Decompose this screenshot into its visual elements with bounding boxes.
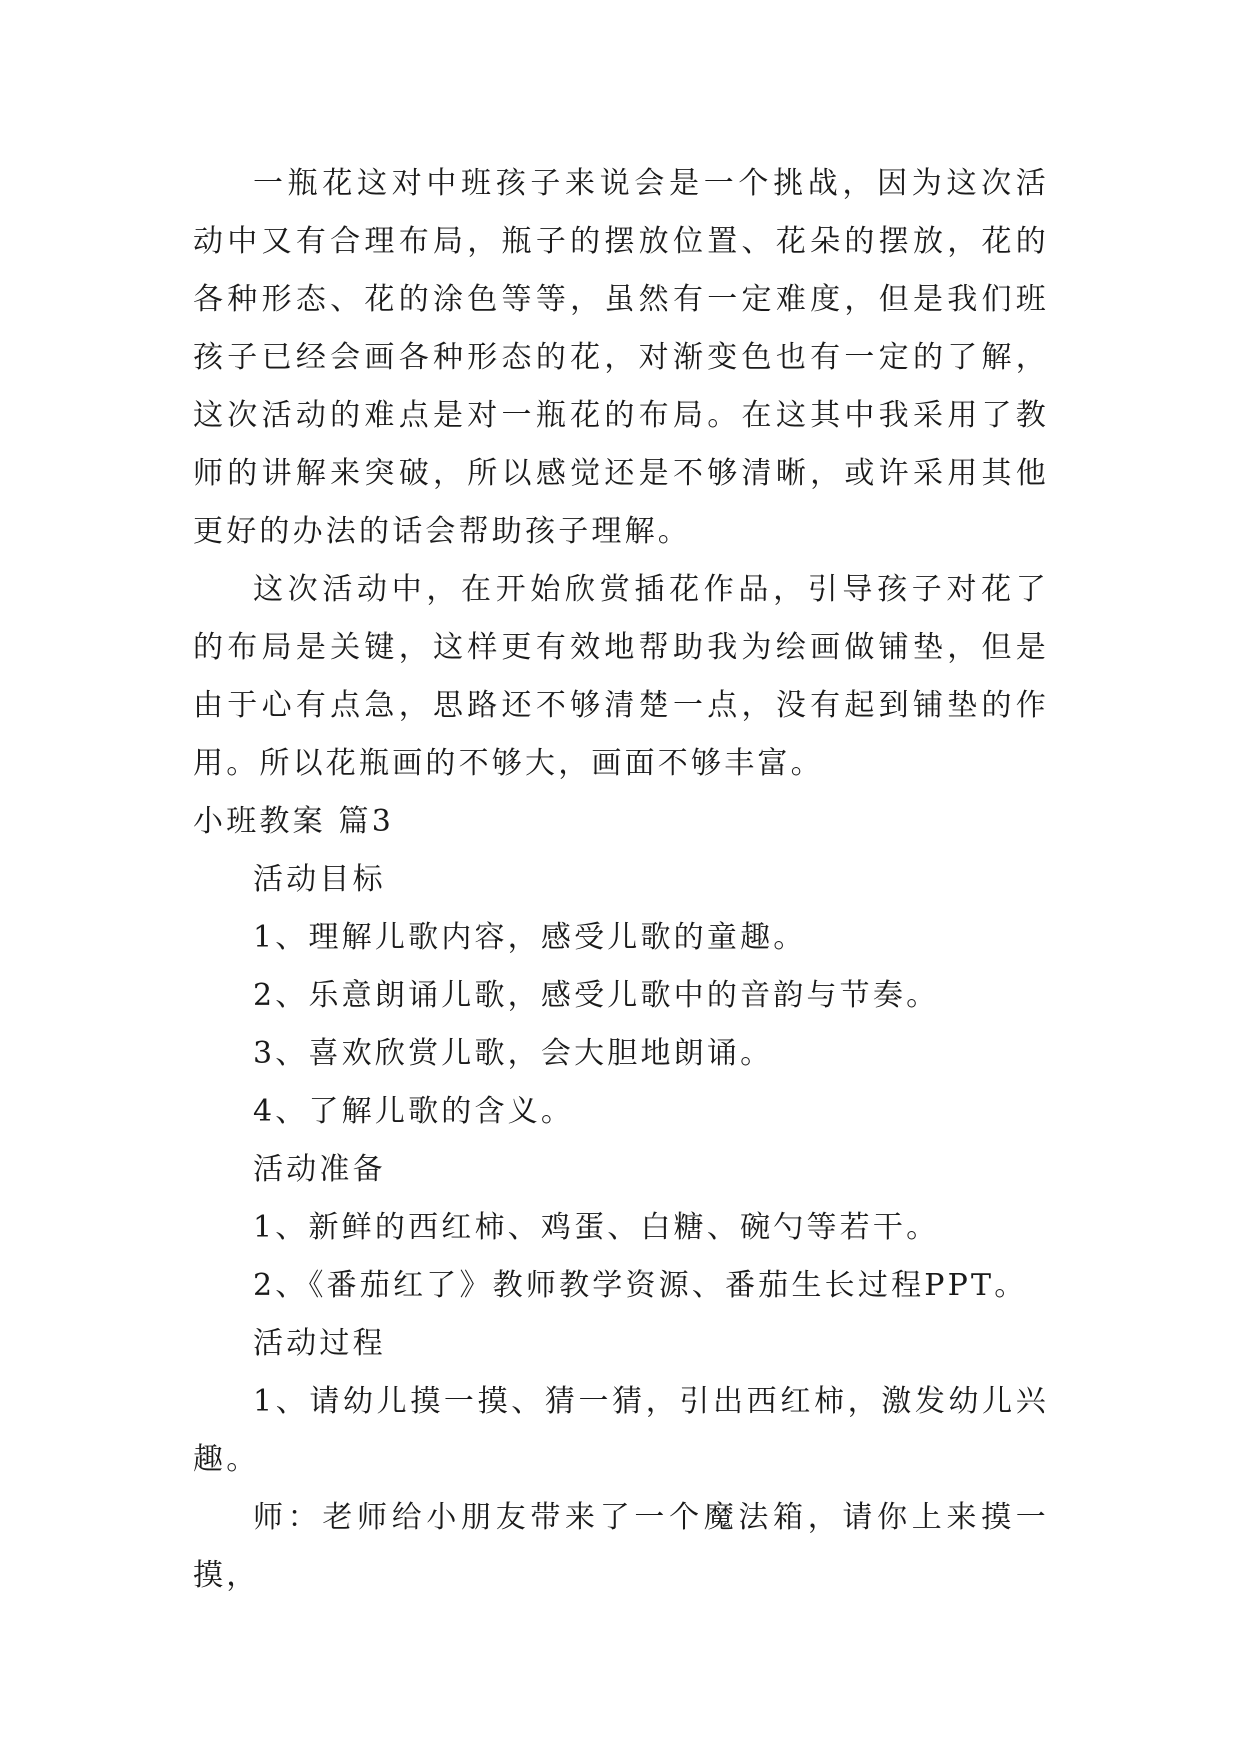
prep-item: 2、《番茄红了》教师教学资源、番茄生长过程PPT。 <box>253 1268 1028 1303</box>
paragraph-reflection-2: 这次活动中，在开始欣赏插花作品，引导孩子对花了的布局是关键，这样更有效地帮助我为绘画做铺垫，但是由于心有点急，思路还不够清楚一点，没有起到铺垫的作用。所以花瓶画的不够大，画面不够丰富。 <box>193 572 1049 781</box>
goal-item: 4、了解儿歌的含义。 <box>253 1094 575 1129</box>
process-step-1: 1、请幼儿摸一摸、猜一猜，引出西红柿，激发幼儿兴趣。 <box>193 1384 1049 1477</box>
goals-heading: 活动目标 <box>253 862 386 897</box>
prep-item: 1、新鲜的西红柿、鸡蛋、白糖、碗勺等若干。 <box>253 1210 940 1245</box>
paragraph-reflection-1: 一瓶花这对中班孩子来说会是一个挑战，因为这次活动中又有合理布局，瓶子的摆放位置、花朵的摆放，花的各种形态、花的涂色等等，虽然有一定难度，但是我们班孩子已经会画各种形态的花，对渐变色也有一定的了解，这次活动的难点是对一瓶花的布局。在这其中我采用了教师的讲解来突破，所以感觉还是不够清晰，或许采用其他更好的办法的话会帮助孩子理解。 <box>193 166 1049 549</box>
document-page <box>193 155 1049 1605</box>
goal-item: 1、理解儿歌内容，感受儿歌的童趣。 <box>253 920 807 955</box>
goal-item: 2、乐意朗诵儿歌，感受儿歌中的音韵与节奏。 <box>253 978 940 1013</box>
prep-heading: 活动准备 <box>253 1152 386 1187</box>
goal-item: 3、喜欢欣赏儿歌，会大胆地朗诵。 <box>253 1036 774 1071</box>
process-heading: 活动过程 <box>253 1326 386 1361</box>
process-teacher-line: 师：老师给小朋友带来了一个魔法箱，请你上来摸一摸， <box>193 1500 1049 1593</box>
section-title: 小班教案 篇3 <box>193 804 395 839</box>
